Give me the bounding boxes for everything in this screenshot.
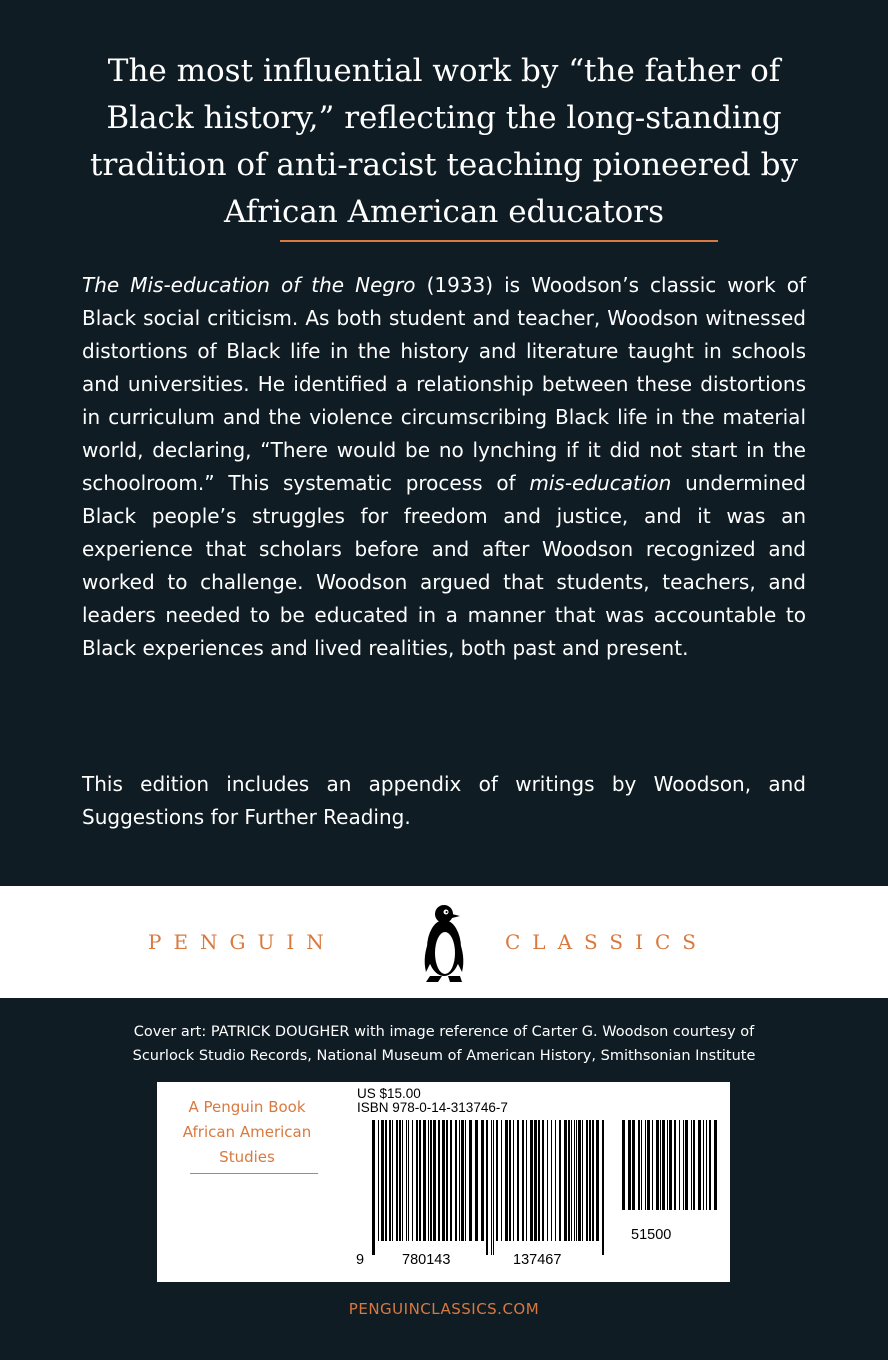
barcode-main [370,1120,610,1255]
barcode-bar [438,1120,440,1241]
barcode-bar [622,1120,625,1210]
label-line-3: Studies [219,1148,275,1166]
barcode-bar [542,1120,544,1241]
barcode-bar [576,1120,577,1241]
divider [280,240,718,242]
barcode-bar [638,1120,640,1210]
label-line-2: African American [182,1123,312,1141]
barcode-bar [455,1120,457,1241]
barcode-bar [641,1120,642,1210]
barcode-bar [574,1120,575,1241]
barcode-bar [459,1120,460,1241]
barcode-bar [501,1120,502,1241]
barcode-bar [589,1120,591,1241]
barcode-bar [469,1120,472,1241]
credit-line-1: Cover art: PATRICK DOUGHER with image reference of Carter G. Woodson courtesy of [133,1024,755,1040]
barcode-bar [389,1120,391,1241]
barcode-bar [491,1120,492,1255]
barcode-bar [662,1120,665,1210]
barcode-bar [714,1120,717,1210]
barcode-bar [656,1120,659,1210]
isbn: ISBN 978-0-14-313746-7 [357,1100,508,1115]
barcode-bar [632,1120,635,1210]
credit-line-2: Scurlock Studio Records, National Museum of American History, Smithsonian Institute [132,1048,756,1064]
barcode-bar [706,1120,707,1210]
barcode-bar [551,1120,552,1241]
barcode-bar [693,1120,695,1210]
barcode-bar [691,1120,692,1210]
barcode-group-2: 137467 [513,1252,562,1268]
barcode-bar [496,1120,498,1241]
barcode-bar [428,1120,429,1241]
barcode-bar [538,1120,540,1241]
barcode-bar [378,1120,379,1241]
barcode-bar [513,1120,514,1241]
barcode-bar [703,1120,704,1210]
description-part1: (1933) is Woodson’s classic work of Black social criticism. As both student and teacher, Woodson witnessed distortions of Black life in the history and literature taught in schools and universities. He identified a relationship between these distortions in curriculum and the violence circumscribing Black life in the material world, declaring, “There would be no lynching if it did not start in the schoolroom.” This systematic process of [82,273,806,495]
barcode-bar [578,1120,581,1241]
barcode-bar [547,1120,548,1241]
barcode-bar [423,1120,426,1241]
label-underline [190,1173,318,1174]
edition-note: This edition includes an appendix of writings by Woodson, and Suggestions for Further Reading. [82,772,806,829]
barcode-bar [568,1120,570,1241]
barcode-bar [647,1120,650,1210]
barcode-digit-first: 9 [356,1252,365,1268]
barcode-bar [396,1120,398,1241]
barcode-bar [698,1120,701,1210]
website-link[interactable]: PENGUINCLASSICS.COM [348,1300,540,1318]
barcode-addon [620,1120,720,1224]
barcode-bar [465,1120,466,1241]
barcode-bar [674,1120,676,1210]
barcode-bar [592,1120,594,1241]
barcode-bar [509,1120,511,1241]
barcode-bar [402,1120,403,1241]
barcode-bar [419,1120,421,1241]
barcode-bar [667,1120,668,1210]
barcode-bar [596,1120,599,1241]
barcode-bar [530,1120,533,1241]
barcode-bar [493,1120,494,1255]
cover-credit [40,1020,848,1068]
barcode-bar [517,1120,519,1241]
barcode-bar [669,1120,672,1210]
barcode-bar [416,1120,418,1241]
barcode-bar [481,1120,484,1241]
barcode-bar [412,1120,413,1241]
barcode-bar [399,1120,401,1241]
barcode-bar [709,1120,711,1210]
barcode-bar [442,1120,445,1241]
barcode-bar [461,1120,464,1241]
barcode-bar [505,1120,508,1241]
barcode-bar [660,1120,661,1210]
brand-right: CLASSICS [505,930,708,954]
description-part2: undermined Black people’s struggles for freedom and justice, and it was an experience that scholars before and after Woodson recognized and worked to challenge. Woodson argued that students, teachers, and leaders needed to be educated in a manner that was accountable to Black experiences and lived realities, both past and present. [82,471,807,660]
barcode-bar [433,1120,436,1241]
tagline: The most influential work by “the father of Black history,” reflecting the long-standing tradition of anti-racist teaching pioneered by African American educators [90,53,798,230]
category-label [172,1095,322,1170]
barcode-bar [475,1120,478,1241]
barcode-bar [486,1120,488,1255]
price: US $15.00 [357,1086,421,1101]
barcode-bar [683,1120,684,1210]
barcode-bar [450,1120,452,1241]
barcode-bar [381,1120,384,1241]
barcode-bar [408,1120,409,1241]
penguin-icon [416,898,472,984]
barcode-bar [586,1120,588,1241]
barcode-bar [652,1120,653,1210]
barcode-bar [430,1120,432,1241]
barcode-bar [571,1120,572,1241]
barcode-bar [685,1120,688,1210]
label-line-1: A Penguin Book [188,1098,306,1116]
barcode-bar [392,1120,393,1241]
barcode-bar [564,1120,567,1241]
barcode-bar [385,1120,387,1241]
barcode-bar [522,1120,524,1241]
barcode-bar [645,1120,646,1210]
description-emphasis: mis-education [529,471,672,495]
barcode-bar [372,1120,375,1255]
barcode-bar [526,1120,527,1241]
barcode-bar [559,1120,561,1241]
barcode-bar [446,1120,448,1241]
brand-left: PENGUIN [148,930,336,954]
barcode-bar [582,1120,583,1241]
barcode-group-1: 780143 [402,1252,451,1268]
barcode-bar [534,1120,537,1241]
book-title: The Mis-education of the Negro [82,273,416,297]
description [82,269,806,665]
barcode-bar [602,1120,604,1255]
barcode-bar [555,1120,556,1241]
barcode-bar [628,1120,631,1210]
barcode-addon-digits: 51500 [631,1227,672,1243]
barcode-bar [679,1120,680,1210]
barcode-bar [406,1120,407,1241]
